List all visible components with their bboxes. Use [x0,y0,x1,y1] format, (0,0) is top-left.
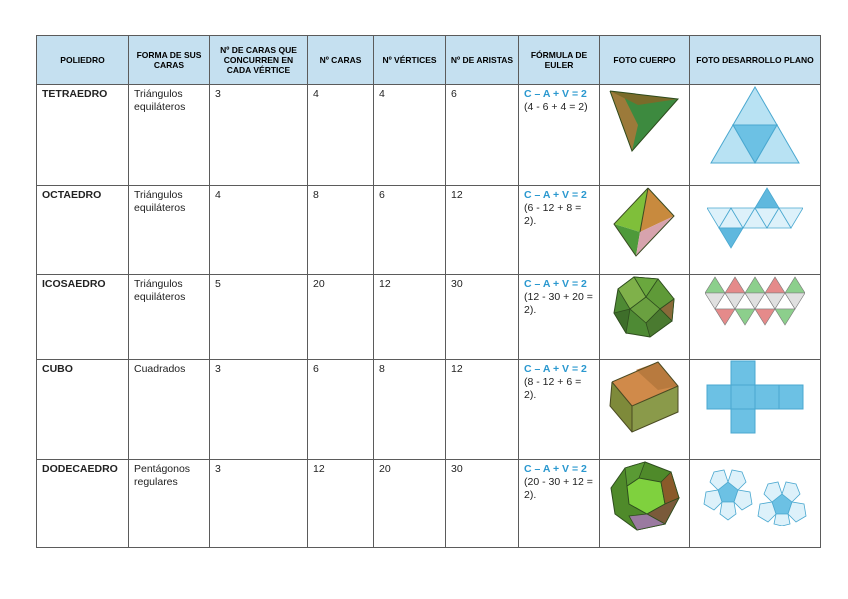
dodecahedron-net-image [690,460,821,548]
vertices-count: 8 [374,360,446,460]
face-shape: Pentágonos regulares [129,460,210,548]
faces-per-vertex: 3 [210,460,308,548]
header-vertices: Nº VÉRTICES [374,36,446,85]
euler-formula [519,275,600,360]
euler-formula-text: C – A + V = 2 [524,88,587,100]
edges-count: 6 [446,85,519,186]
table-row [37,360,821,460]
edges-count: 12 [446,360,519,460]
header-row [37,36,821,85]
euler-calculation: (20 - 30 + 12 = 2). [524,476,593,502]
euler-formula [519,85,600,186]
euler-calculation: (4 - 6 + 4 = 2) [524,101,588,114]
header-foto-desarrollo: FOTO DESARROLLO PLANO [690,36,821,85]
vertices-count: 20 [374,460,446,548]
header-poliedro: POLIEDRO [37,36,129,85]
faces-per-vertex: 4 [210,186,308,275]
table-row [37,275,821,360]
faces-count: 6 [308,360,374,460]
euler-formula [519,360,600,460]
vertices-count: 6 [374,186,446,275]
euler-calculation: (8 - 12 + 6 = 2). [524,376,582,402]
table-row [37,460,821,548]
face-shape: Triángulos equiláteros [129,186,210,275]
tetrahedron-image [600,85,690,186]
face-shape: Cuadrados [129,360,210,460]
faces-per-vertex: 3 [210,360,308,460]
octahedron-net-image [690,186,821,275]
edges-count: 12 [446,186,519,275]
faces-count: 4 [308,85,374,186]
faces-count: 20 [308,275,374,360]
edges-count: 30 [446,460,519,548]
faces-count: 8 [308,186,374,275]
euler-calculation: (12 - 30 + 20 = 2). [524,291,593,317]
cube-image [600,360,690,460]
octahedron-image [600,186,690,275]
poliedro-name: TETRAEDRO [37,85,129,186]
icosahedron-net-image [690,275,821,360]
table-row [37,186,821,275]
poliedro-name: CUBO [37,360,129,460]
header-foto-cuerpo: FOTO CUERPO [600,36,690,85]
euler-formula-text: C – A + V = 2 [524,363,587,375]
faces-count: 12 [308,460,374,548]
euler-formula-text: C – A + V = 2 [524,463,587,475]
header-concurren: Nº DE CARAS QUE CONCURREN EN CADA VÉRTICE [210,36,308,85]
faces-per-vertex: 3 [210,85,308,186]
face-shape: Triángulos equiláteros [129,275,210,360]
header-caras: Nº CARAS [308,36,374,85]
euler-formula [519,186,600,275]
vertices-count: 4 [374,85,446,186]
header-aristas: Nº DE ARISTAS [446,36,519,85]
cube-net-image [690,360,821,460]
euler-calculation: (6 - 12 + 8 = 2). [524,202,582,228]
header-forma: FORMA DE SUS CARAS [129,36,210,85]
face-shape: Triángulos equiláteros [129,85,210,186]
tetrahedron-net-image [690,85,821,186]
header-formula: FÓRMULA DE EULER [519,36,600,85]
icosahedron-image [600,275,690,360]
euler-formula-text: C – A + V = 2 [524,189,587,201]
faces-per-vertex: 5 [210,275,308,360]
poliedro-name: ICOSAEDRO [37,275,129,360]
edges-count: 30 [446,275,519,360]
dodecahedron-image [600,460,690,548]
poliedro-name: OCTAEDRO [37,186,129,275]
polyhedra-table [36,35,821,548]
euler-formula [519,460,600,548]
euler-formula-text: C – A + V = 2 [524,278,587,290]
vertices-count: 12 [374,275,446,360]
poliedro-name: DODECAEDRO [37,460,129,548]
table-row [37,85,821,186]
